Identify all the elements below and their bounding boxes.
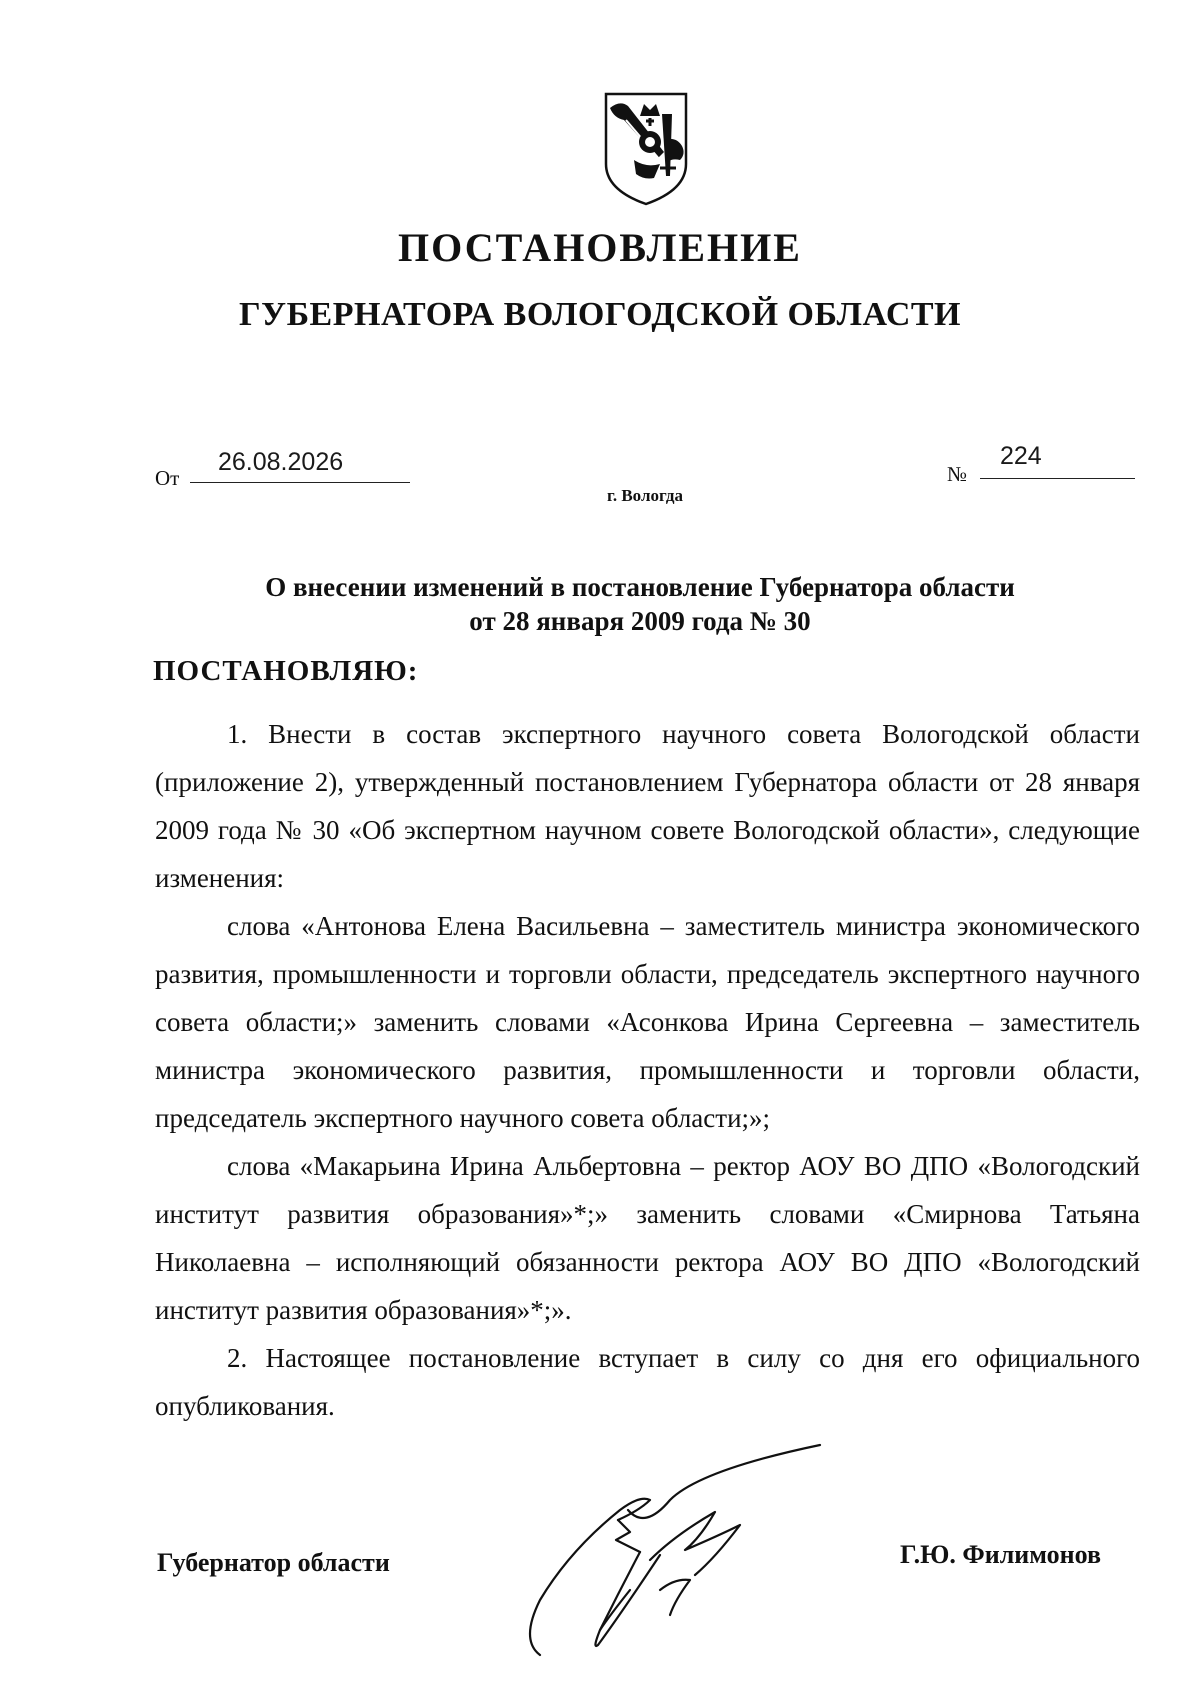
paragraph-4: 2. Настоящее постановление вступает в силу со дня его официального опубликования.: [155, 1343, 1140, 1421]
coat-of-arms-icon: [602, 90, 690, 208]
number-line: [980, 444, 1135, 479]
date-line: [190, 448, 410, 483]
decree-heading: ПОСТАНОВЛЯЮ:: [153, 655, 419, 687]
subject-line-1: О внесении изменений в постановление Губернатора области: [265, 572, 1015, 602]
signature-icon: [500, 1440, 860, 1670]
date-label: От: [155, 466, 180, 490]
document-issuer: ГУБЕРНАТОРА ВОЛОГОДСКОЙ ОБЛАСТИ: [238, 296, 961, 333]
paragraph-2: слова «Антонова Елена Васильевна – заместитель министра экономического развития, промышленности и торговли области, председатель экспертного научного совета области;» заменить словами «Асонкова Ирина Сергеевна – заместитель министра экономического развития, промышленности и торговли области, председатель экспертного научного совета области;»;: [155, 911, 1140, 1133]
number-value: 224: [1000, 442, 1042, 470]
document-title: ПОСТАНОВЛЕНИЕ: [398, 225, 802, 270]
signer-name: Г.Ю. Филимонов: [900, 1540, 1102, 1569]
paragraph-1: 1. Внести в состав экспертного научного совета Вологодской области (приложение 2), утвержденный постановлением Губернатора области от 28 января 2009 года № 30 «Об экспертном научном совете Вологодской области», следующие изменения:: [155, 719, 1140, 893]
date-value: 26.08.2026: [218, 448, 344, 476]
number-label: №: [947, 462, 968, 486]
subject-line-2: от 28 января 2009 года № 30: [469, 606, 811, 636]
signer-title: Губернатор области: [157, 1548, 390, 1577]
document-subject: [150, 570, 1130, 638]
city: г. Вологда: [607, 486, 683, 505]
paragraph-3: слова «Макарьина Ирина Альбертовна – ректор АОУ ВО ДПО «Вологодский институт развития образования»*;» заменить словами «Смирнова Татьяна Николаевна – исполняющий обязанности ректора АОУ ВО ДПО «Вологодский институт развития образования»*;».: [155, 1151, 1140, 1325]
